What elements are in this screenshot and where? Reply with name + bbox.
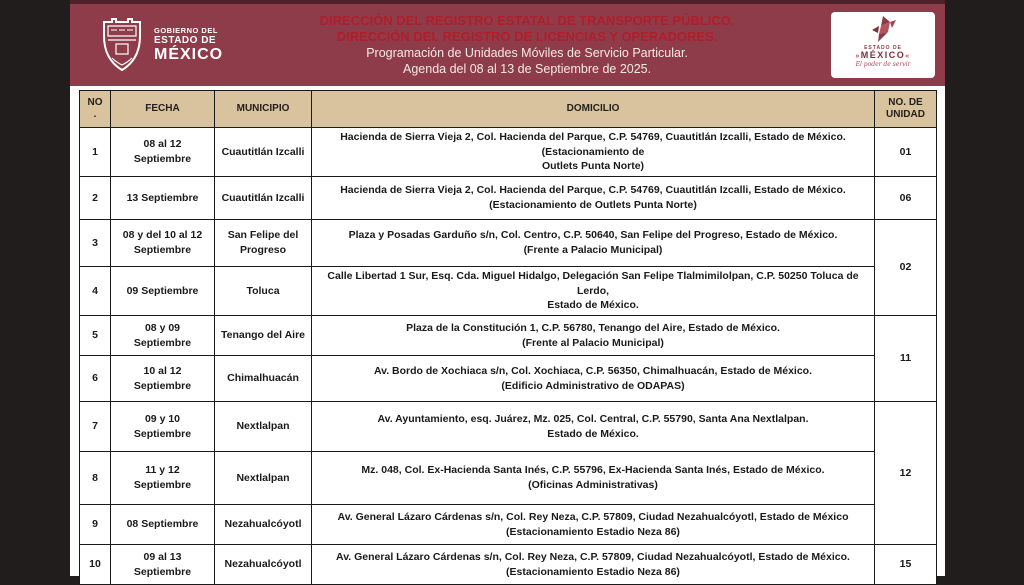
cell-fecha: 09 y 10 Septiembre xyxy=(111,402,215,452)
title-line-4: Agenda del 08 al 13 de Septiembre de 2025. xyxy=(403,62,652,77)
cell-fecha: 11 y 12 Septiembre xyxy=(111,452,215,505)
document-page xyxy=(70,0,945,576)
column-header-3: DOMICILIO xyxy=(312,91,875,128)
gobierno-del-label: GOBIERNO DEL xyxy=(154,25,218,35)
cell-no: 4 xyxy=(80,267,111,316)
cell-domicilio: Av. Ayuntamiento, esq. Juárez, Mz. 025, Col. Central, C.P. 55790, Santa Ana Nextlalpan. Estado de México. xyxy=(312,402,875,452)
cell-no: 7 xyxy=(80,402,111,452)
table-row xyxy=(80,505,937,545)
cell-municipio: Nextlalpan xyxy=(215,452,312,505)
column-header-2: MUNICIPIO xyxy=(215,91,312,128)
cell-unidad: 06 xyxy=(875,177,937,220)
cell-fecha: 13 Septiembre xyxy=(111,177,215,220)
table-row xyxy=(80,177,937,220)
column-header-1: FECHA xyxy=(111,91,215,128)
cell-municipio: Nextlalpan xyxy=(215,402,312,452)
cell-fecha: 09 Septiembre xyxy=(111,267,215,316)
title-line-1: DIRECCIÓN DEL REGISTRO ESTATAL DE TRANSPORTE PÚBLICO. xyxy=(319,12,735,28)
cell-domicilio: Calle Libertad 1 Sur, Esq. Cda. Miguel Hidalgo, Delegación San Felipe Tlalmimilolpan, C.P. 50250 Toluca de Lerdo, Estado de México. xyxy=(312,267,875,316)
estado-de-label: ESTADO DE xyxy=(154,34,217,46)
cell-domicilio: Mz. 048, Col. Ex-Hacienda Santa Inés, C.P. 55796, Ex-Hacienda Santa Inés, Estado de México. (Oficinas Administrativas) xyxy=(312,452,875,505)
cell-municipio: Tenango del Aire xyxy=(215,316,312,356)
mexico-label: MÉXICO xyxy=(154,45,224,63)
cell-no: 6 xyxy=(80,356,111,402)
cell-no: 9 xyxy=(80,505,111,545)
cell-no: 8 xyxy=(80,452,111,505)
cell-domicilio: Av. General Lázaro Cárdenas s/n, Col. Rey Neza, C.P. 57809, Ciudad Nezahualcóyotl, Estado de México (Estacionamiento Estadio Neza 86) xyxy=(312,505,875,545)
cell-domicilio: Hacienda de Sierra Vieja 2, Col. Hacienda del Parque, C.P. 54769, Cuautitlán Izcalli, Estado de México. (Estacionamiento de Outlets Punta Norte) xyxy=(312,177,875,220)
document-title-block xyxy=(223,13,831,78)
cell-unidad: 01 xyxy=(875,128,937,177)
title-line-2: DIRECCIÓN DEL REGISTRO DE LICENCIAS Y OPERADORES. xyxy=(336,28,718,44)
cell-fecha: 08 al 12 Septiembre xyxy=(111,128,215,177)
table-row xyxy=(80,128,937,177)
cell-no: 1 xyxy=(80,128,111,177)
cell-municipio: Nezahualcóyotl xyxy=(215,545,312,585)
header-row xyxy=(80,91,937,128)
schedule-table-head xyxy=(80,91,937,128)
table-row xyxy=(80,316,937,356)
gobierno-estado-mexico-logo xyxy=(98,16,223,74)
cell-no: 5 xyxy=(80,316,111,356)
hummingbird-icon xyxy=(866,14,900,44)
cell-municipio: Cuautitlán Izcalli xyxy=(215,128,312,177)
cell-no: 10 xyxy=(80,545,111,585)
column-header-4: NO. DE UNIDAD xyxy=(875,91,937,128)
cell-fecha: 08 y 09 Septiembre xyxy=(111,316,215,356)
cell-fecha: 08 y del 10 al 12 Septiembre xyxy=(111,220,215,267)
cell-municipio: Cuautitlán Izcalli xyxy=(215,177,312,220)
edomex-estado-de-label: ESTADO DE xyxy=(864,45,902,51)
schedule-table xyxy=(79,90,937,585)
cell-domicilio: Plaza de la Constitución 1, C.P. 56780, Tenango del Aire, Estado de México. (Frente al Palacio Municipal) xyxy=(312,316,875,356)
cell-municipio: San Felipe del Progreso xyxy=(215,220,312,267)
gobierno-logo-text xyxy=(154,27,223,64)
cell-domicilio: Av. General Lázaro Cárdenas s/n, Col. Rey Neza, C.P. 57809, Ciudad Nezahualcóyotl, Estado de México. (Estacionamiento Estadio Neza 86) xyxy=(312,545,875,585)
table-row xyxy=(80,267,937,316)
cell-unidad: 12 xyxy=(875,402,937,545)
right-deco-glyph: « xyxy=(905,53,911,60)
cell-domicilio: Plaza y Posadas Garduño s/n, Col. Centro, C.P. 50640, San Felipe del Progreso, Estado de México. (Frente a Palacio Municipal) xyxy=(312,220,875,267)
cell-domicilio: Av. Bordo de Xochiaca s/n, Col. Xochiaca, C.P. 56350, Chimalhuacán, Estado de México. (Edificio Administrativo de ODAPAS) xyxy=(312,356,875,402)
cell-fecha: 08 Septiembre xyxy=(111,505,215,545)
cell-unidad: 15 xyxy=(875,545,937,585)
column-header-0: NO . xyxy=(80,91,111,128)
edomex-tagline: El poder de servir xyxy=(855,61,911,68)
cell-fecha: 09 al 13 Septiembre xyxy=(111,545,215,585)
coat-of-arms-icon xyxy=(98,16,146,74)
cell-unidad: 11 xyxy=(875,316,937,402)
cell-domicilio: Hacienda de Sierra Vieja 2, Col. Hacienda del Parque, C.P. 54769, Cuautitlán Izcalli, Estado de México. (Estacionamiento de Outlets Punta Norte) xyxy=(312,128,875,177)
edomex-mexico-label: »MÉXICO« xyxy=(855,50,911,60)
title-line-3: Programación de Unidades Móviles de Servicio Particular. xyxy=(366,46,688,60)
cell-municipio: Chimalhuacán xyxy=(215,356,312,402)
table-row xyxy=(80,356,937,402)
edomex-logo-box xyxy=(831,12,935,78)
cell-unidad: 02 xyxy=(875,220,937,316)
left-deco-glyph: » xyxy=(855,53,861,60)
cell-no: 2 xyxy=(80,177,111,220)
schedule-table-body xyxy=(80,128,937,585)
cell-no: 3 xyxy=(80,220,111,267)
table-row xyxy=(80,402,937,452)
schedule-table-container xyxy=(79,90,936,585)
table-row xyxy=(80,220,937,267)
header-band xyxy=(70,0,945,86)
cell-fecha: 10 al 12 Septiembre xyxy=(111,356,215,402)
cell-municipio: Nezahualcóyotl xyxy=(215,505,312,545)
table-row xyxy=(80,452,937,505)
table-row xyxy=(80,545,937,585)
cell-municipio: Toluca xyxy=(215,267,312,316)
